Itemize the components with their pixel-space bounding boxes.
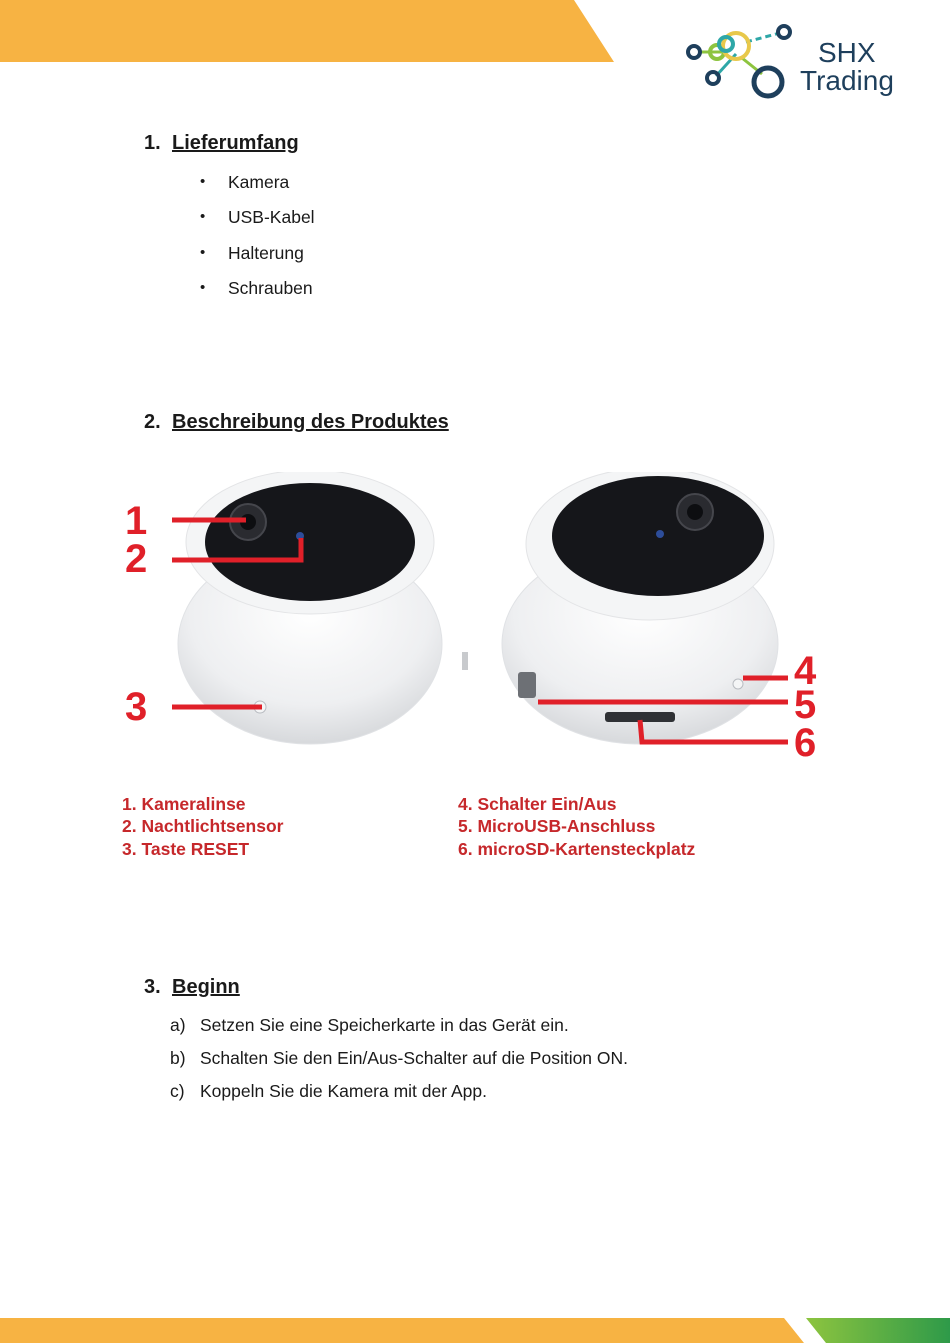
section-3-title: Beginn xyxy=(172,976,240,998)
callout-number-1: 1 xyxy=(125,499,148,543)
legend-item: 1. Kameralinse xyxy=(122,794,246,814)
list-item xyxy=(170,1080,628,1113)
step-text: Setzen Sie eine Speicherkarte in das Gerät ein. xyxy=(200,1015,569,1035)
legend-right-column xyxy=(458,793,695,860)
list-item-text: Schrauben xyxy=(228,277,313,298)
getting-started-steps xyxy=(170,1014,628,1112)
step-text: Schalten Sie den Ein/Aus-Schalter auf die Position ON. xyxy=(200,1047,629,1068)
legend-item: 4. Schalter Ein/Aus xyxy=(458,794,617,814)
legend-item: 5. MicroUSB-Anschluss xyxy=(458,816,656,837)
list-item xyxy=(198,277,315,312)
list-item-text: Kamera xyxy=(228,172,290,192)
top-accent-band-shape xyxy=(0,0,614,62)
bullet-icon: • xyxy=(200,278,206,296)
section-2-number: 2. xyxy=(144,411,161,433)
legend-item: 2. Nachtlichtsensor xyxy=(122,816,284,837)
section-1-number: 1. xyxy=(144,132,161,154)
step-marker: b) xyxy=(170,1047,186,1068)
callout-number-5: 5 xyxy=(794,683,817,727)
product-photo xyxy=(120,472,830,762)
list-item xyxy=(198,206,315,241)
section-2-title: Beschreibung des Produktes xyxy=(172,411,449,433)
section-3-number: 3. xyxy=(144,976,161,998)
list-item-text: Halterung xyxy=(228,242,304,263)
bottom-accent-orange xyxy=(0,1318,804,1343)
logo-text-line2: Trading xyxy=(800,65,894,96)
list-item xyxy=(170,1014,628,1047)
bullet-icon: • xyxy=(200,243,206,261)
logo-text-line1: SHX xyxy=(818,37,876,68)
callout-number-2: 2 xyxy=(125,537,148,581)
callout-number-4: 4 xyxy=(794,649,817,693)
callout-number-3: 3 xyxy=(125,685,148,729)
bullet-icon: • xyxy=(200,208,206,226)
callout-number-6: 6 xyxy=(794,721,817,762)
legend-item: 3. Taste RESET xyxy=(122,838,250,859)
section-1-title: Lieferumfang xyxy=(172,132,299,154)
list-item-text: USB-Kabel xyxy=(228,207,315,228)
bottom-accent-band xyxy=(0,1318,950,1343)
step-marker: a) xyxy=(170,1015,186,1035)
package-contents-list xyxy=(198,171,315,312)
logo-network-icon xyxy=(684,20,924,104)
list-item xyxy=(198,171,315,206)
list-item xyxy=(170,1047,628,1080)
legend-left-column xyxy=(122,793,283,860)
step-text: Koppeln Sie die Kamera mit der App. xyxy=(200,1080,487,1101)
bullet-icon: • xyxy=(200,173,206,190)
bottom-accent-green xyxy=(806,1318,950,1343)
camera-front-view xyxy=(178,472,468,744)
step-marker: c) xyxy=(170,1080,185,1101)
shx-trading-logo xyxy=(684,20,924,104)
legend-item: 6. microSD-Kartensteckplatz xyxy=(458,838,696,859)
list-item xyxy=(198,242,315,277)
